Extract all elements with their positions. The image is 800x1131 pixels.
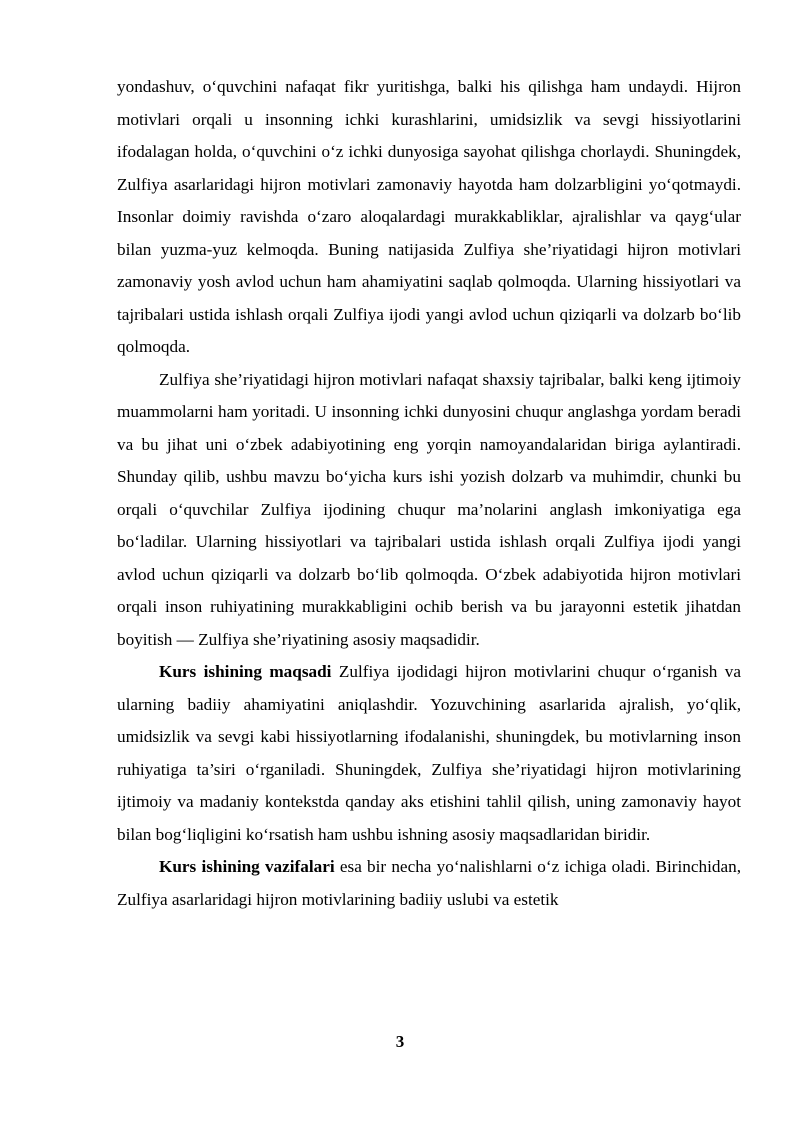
paragraph-2-text: Zulfiya she’riyatidagi hijron motivlari nafaqat shaxsiy tajribalar, balki keng ijtimoiy muammolarni ham yoritadi. U insonning ichki dunyosini chuqur anglashga yordam beradi va bu jihat uni o‘zbek adabiyotining eng yorqin namoyandalaridan biriga aylantiradi. Shunday qilib, ushbu mavzu bo‘yicha kurs ishi yozish dolzarb va muhimdir, chunki bu orqali o‘quvchilar Zulfiya ijodining chuqur ma’nolarini anglash imkoniyatiga ega bo‘ladilar. Ularning hissiyotlari va tajribalari ustida ishlash orqali Zulfiya ijodi yangi avlod uchun qiziqarli va dolzarb bo‘lib qolmoqda. O‘zbek adabiyotida hijron motivlari orqali inson ruhiyatining murakkabligini ochib berish va bu jarayonni estetik jihatdan boyitish — Zulfiya she’riyatining asosiy maqsadidir. bbox=[117, 369, 741, 649]
paragraph-tasks-lead: Kurs ishining vazifalari bbox=[159, 857, 335, 876]
paragraph-goal-lead: Kurs ishining maqsadi bbox=[159, 662, 332, 681]
paragraph-2 bbox=[117, 364, 741, 657]
paragraph-tasks-text: esa bir necha yo‘nalishlarni o‘z ichiga oladi. Birinchidan, Zulfiya asarlaridagi hijron motivlarining badiiy uslubi va estetik bbox=[117, 857, 742, 909]
paragraph-tasks bbox=[117, 851, 741, 916]
paragraph-1-text: yondashuv, o‘quvchini nafaqat fikr yuritishga, balki his qilishga ham undaydi. Hijron motivlari orqali u insonning ichki kurashlarini, umidsizlik va sevgi hissiyotlarini ifodalagan holda, o‘quvchini o‘z ichki dunyosiga sayohat qilishga chorlaydi. Shuningdek, Zulfiya asarlaridagi hijron motivlari zamonaviy hayotda ham dolzarbligini yo‘qotmaydi. Insonlar doimiy ravishda o‘zaro aloqalardagi murakkabliklar, ajralishlar va qayg‘ular bilan yuzma-yuz kelmoqda. Buning natijasida Zulfiya she’riyatidagi hijron motivlari zamonaviy yosh avlod uchun ham ahamiyatini saqlab qolmoqda. Ularning hissiyotlari va tajribalari ustida ishlash orqali Zulfiya ijodi yangi avlod uchun qiziqarli va dolzarb bo‘lib qolmoqda. bbox=[117, 77, 741, 356]
paragraph-goal-text: Zulfiya ijodidagi hijron motivlarini chuqur o‘rganish va ularning badiiy ahamiyatini aniqlashdir. Yozuvchining asarlarida ajralish, yo‘qlik, umidsizlik va sevgi kabi hissiyotlarning ifodalanishi, shuningdek, bu motivlarning inson ruhiyatiga ta’siri o‘rganiladi. Shuningdek, Zulfiya she’riyatidagi hijron motivlarining ijtimoiy va madaniy kontekstda qanday aks etishini tahlil qilish, uning zamonaviy hayot bilan bog‘liqligini ko‘rsatish ham ushbu ishning asosiy maqsadlaridan biridir. bbox=[117, 662, 741, 844]
paragraph-goal bbox=[117, 656, 741, 851]
page-body bbox=[117, 71, 741, 916]
page-number: 3 bbox=[395, 1032, 405, 1051]
paragraph-1 bbox=[117, 71, 741, 364]
